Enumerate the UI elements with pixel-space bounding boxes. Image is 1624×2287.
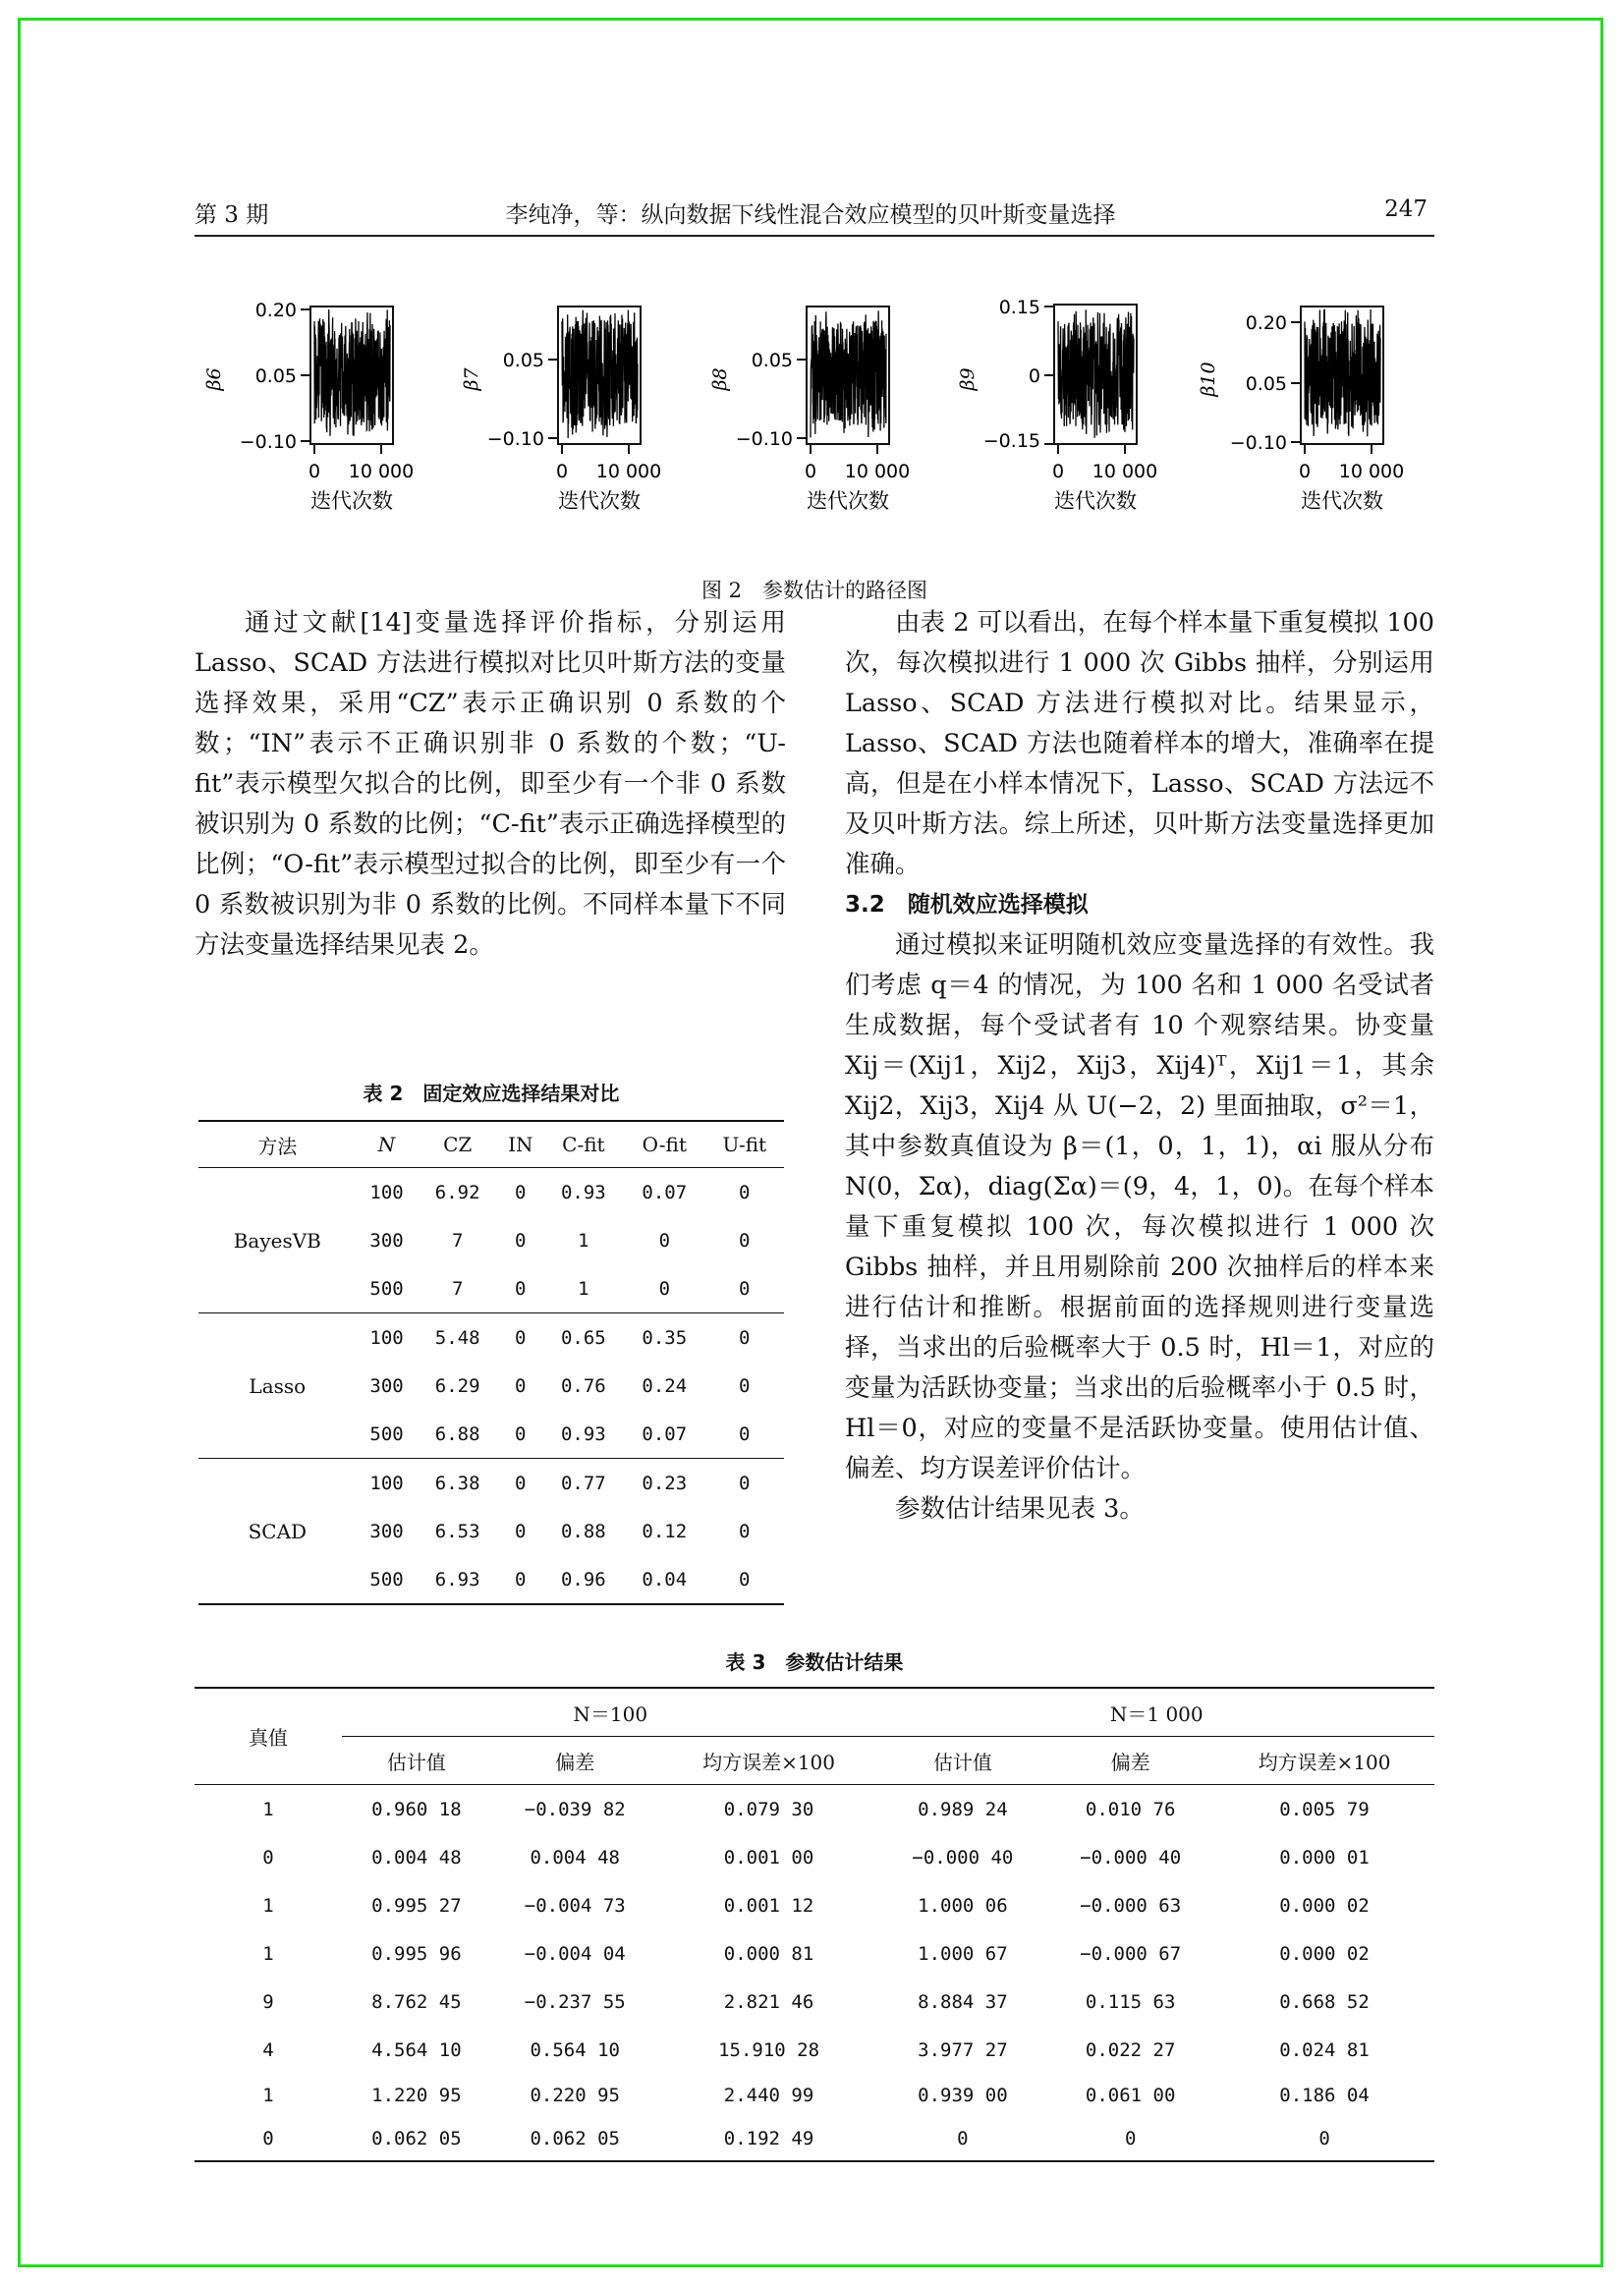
issue-number: 第 3 期 (195, 202, 269, 228)
table-caption: 表 3 参数估计结果 (725, 1650, 904, 1674)
x-axis-label: 迭代次数 (807, 489, 889, 513)
x-axis-label: 迭代次数 (558, 489, 641, 513)
table-cell: 0.000 02 (1279, 1894, 1370, 1917)
table-cell: 2.440 99 (723, 2085, 814, 2106)
table-cell: 0.115 63 (1085, 1990, 1176, 2013)
table-cell: 2.821 46 (723, 1990, 814, 2013)
table-row (195, 2117, 1434, 2161)
table-cell: 1 (543, 1264, 624, 1313)
table-cell: 0.001 00 (723, 1846, 814, 1869)
y-axis-label: β6 (203, 367, 225, 391)
trace-panel-beta10 (1198, 307, 1404, 513)
right-column (845, 603, 1434, 1530)
table-row (195, 2026, 1434, 2074)
table-cell: 0.668 52 (1279, 1990, 1370, 2013)
y-axis-label: β9 (957, 367, 979, 391)
table-cell: 0 (624, 1264, 704, 1313)
trace-line (1305, 309, 1380, 437)
trace-line (811, 310, 886, 437)
trace-line (1058, 309, 1134, 438)
table-cell: 500 (369, 1568, 404, 1590)
table-cell: 0.004 48 (371, 1846, 462, 1869)
table-cell: 6.92 (434, 1181, 480, 1203)
table-cell: 0.564 10 (530, 2038, 620, 2061)
paragraph: 通过文献[14]变量选择评价指标，分别运用 Lasso、SCAD 方法进行模拟对比贝叶斯方法的变量选择效果，采用“CZ”表示正确识别 0 系数的个数；“IN”表示不正确识别非 0 系数的个数；“U-fit”表示模型欠拟合的比例，即至少有一个非 0 系数被识别为 0 系数的比例；“C-fit”表示正确选择模型的比例；“O-fit”表示模型过拟合的比例，即至少有一个 0 系数被识别为非 0 系数的比例。不同样本量下不同方法变量选择结果见表 2。 (195, 608, 786, 960)
table-row (195, 1978, 1434, 2026)
table-cell: 0 (515, 1326, 527, 1349)
table-cell: 1 (262, 1942, 274, 1965)
table-cell: 0.07 (642, 1181, 688, 1203)
method-cell: BayesVB (198, 1168, 357, 1313)
table-cell: 6.29 (434, 1374, 480, 1397)
table-cell: 0 (515, 1520, 527, 1542)
table-cell: 0.93 (560, 1181, 606, 1203)
table-cell: 0 (739, 1568, 751, 1590)
table-cell: 6.93 (434, 1568, 480, 1590)
table-cell: 1.000 67 (918, 1942, 1008, 1965)
table-cell: −0.000 40 (912, 1846, 1014, 1869)
column-header: N (357, 1121, 418, 1168)
column-header: CZ (417, 1121, 497, 1168)
table-cell: 0 (498, 1410, 543, 1459)
table-cell: 0 (739, 1181, 751, 1203)
running-title: 李纯净，等：纵向数据下线性混合效应模型的贝叶斯变量选择 (505, 202, 1116, 228)
column-header: 偏差 (1046, 1737, 1214, 1785)
table-cell: −0.004 73 (524, 1894, 626, 1917)
y-axis-label: β8 (709, 367, 731, 391)
column-header: 真值 (195, 1688, 342, 1785)
table-row (195, 2074, 1434, 2117)
table-cell: 0.939 00 (918, 2085, 1008, 2106)
x-tick-label: 10 000 (1092, 461, 1158, 482)
table-cell: −0.000 40 (1080, 1846, 1182, 1869)
table-cell: 100 (369, 1326, 404, 1349)
table-cell: 0 (705, 1264, 784, 1313)
table-cell: 0.192 49 (723, 2128, 814, 2149)
section-heading: 3.2 随机效应选择模拟 (845, 892, 1089, 918)
trace-panel-beta7 (461, 307, 661, 513)
table-cell: 0 (739, 1229, 751, 1252)
table-cell: 0.35 (642, 1326, 688, 1349)
table-3 (195, 1646, 1434, 2162)
table-cell: 300 (369, 1229, 404, 1252)
page-number: 247 (1384, 196, 1428, 222)
table-row (195, 1881, 1434, 1929)
table-cell: 0.000 81 (723, 1942, 814, 1965)
table-cell: 1 (262, 1894, 274, 1917)
y-tick-label: −0.10 (735, 428, 793, 450)
table-row (195, 1929, 1434, 1978)
table-cell: 500 (357, 1410, 418, 1459)
group-header: N＝1 000 (878, 1688, 1434, 1737)
y-tick-label: 0.05 (751, 350, 793, 371)
table-cell: 0.062 05 (530, 2128, 620, 2149)
table-cell: 1.000 06 (918, 1894, 1008, 1917)
table-cell: 300 (369, 1520, 404, 1542)
figure-caption: 图 2 参数估计的路径图 (700, 579, 928, 602)
y-tick-label: 0.05 (1245, 373, 1287, 395)
table-cell: 0.07 (624, 1410, 704, 1459)
table-cell: 0 (739, 1374, 751, 1397)
table-row (195, 1785, 1434, 1834)
x-axis-label: 迭代次数 (1301, 489, 1383, 513)
table-cell: −0.000 63 (1080, 1894, 1182, 1917)
table-cell: 0 (262, 1846, 274, 1869)
table-cell: 0.23 (642, 1472, 688, 1494)
table-cell: 1 (578, 1229, 589, 1252)
table-cell: 0 (262, 2128, 274, 2149)
table-cell: 0.960 18 (371, 1798, 462, 1820)
table-cell: 0.77 (560, 1472, 606, 1494)
table-cell: 3.977 27 (918, 2038, 1008, 2061)
column-header: IN (498, 1121, 543, 1168)
column-header: 估计值 (878, 1737, 1046, 1785)
table-cell: 0.93 (543, 1410, 624, 1459)
trace-panel-beta6 (203, 300, 414, 513)
x-tick-label: 10 000 (348, 461, 415, 482)
x-tick-label: 10 000 (595, 461, 662, 482)
table-cell: 500 (357, 1264, 418, 1313)
table-cell: 5.48 (434, 1326, 480, 1349)
table-cell: 0.062 05 (371, 2128, 462, 2149)
column-header: 均方误差×100 (659, 1737, 879, 1785)
y-axis-label: β10 (1198, 362, 1219, 397)
table-cell: 8.762 45 (371, 1990, 462, 2013)
table-cell: 0.989 24 (918, 1798, 1008, 1820)
table-cell: 0.220 95 (530, 2085, 620, 2106)
column-header: O-fit (624, 1121, 704, 1168)
table-cell: 0.995 27 (371, 1894, 462, 1917)
column-header: 偏差 (491, 1737, 659, 1785)
table-cell: 0.24 (642, 1374, 688, 1397)
table-cell: 0 (739, 1472, 751, 1494)
method-cell: SCAD (248, 1519, 308, 1543)
header-rule (195, 235, 1434, 237)
table-cell: 0.004 48 (530, 1846, 620, 1869)
table-cell: 100 (369, 1472, 404, 1494)
table-cell: 1.220 95 (371, 2085, 462, 2106)
table-cell: 0.65 (560, 1326, 606, 1349)
x-tick-label: 0 (804, 461, 817, 482)
table-cell: 8.884 37 (918, 1990, 1008, 2013)
group-header: N＝100 (342, 1688, 878, 1737)
column-header: C-fit (543, 1121, 624, 1168)
table-cell: 15.910 28 (718, 2038, 820, 2061)
y-tick-label: −0.15 (982, 430, 1040, 452)
y-tick-label: 0 (1028, 365, 1040, 387)
table-cell: 0.76 (560, 1374, 606, 1397)
table-cell: 0.96 (560, 1568, 606, 1590)
table-cell: 1 (262, 2085, 274, 2106)
table-cell: −0.039 82 (524, 1798, 626, 1820)
x-tick-label: 0 (555, 461, 569, 482)
table-cell: 0 (515, 1472, 527, 1494)
table-cell: 0.001 12 (723, 1894, 814, 1917)
table-caption: 表 2 固定效应选择结果对比 (363, 1082, 620, 1105)
table-cell: 0 (515, 1229, 527, 1252)
table-cell: 7 (417, 1264, 497, 1313)
table-cell: 0 (515, 1181, 527, 1203)
table-cell: 0 (1318, 2128, 1330, 2149)
table-cell: 6.38 (434, 1472, 480, 1494)
trace-panel-beta8 (709, 307, 910, 513)
left-column (195, 603, 786, 966)
table-row (198, 1459, 784, 1508)
x-tick-label: 0 (1298, 461, 1312, 482)
table-2 (198, 1078, 784, 1605)
y-tick-label: 0.05 (502, 350, 544, 371)
table-cell: 6.88 (417, 1410, 497, 1459)
table-cell: 0.995 96 (371, 1942, 462, 1965)
column-header: 方法 (198, 1121, 357, 1168)
table-cell: −0.237 55 (524, 1990, 626, 2013)
table-cell: 4 (262, 2038, 274, 2061)
y-tick-label: 0.05 (254, 365, 297, 387)
paragraph: 通过模拟来证明随机效应变量选择的有效性。我们考虑 q＝4 的情况，为 100 名和 1 000 名受试者生成数据，每个受试者有 10 个观察结果。协变量 Xij＝(Xij1，Xij2，Xij3，Xij4)ᵀ，Xij1＝1，其余 Xij2，Xij3，Xij4 从 U(−2，2) 里面抽取，σ²＝1，其中参数真值设为 β＝(1，0，1，1)，αi 服从分布 N(0，Σα)，diag(Σα)＝(9，4，1，0)。在每个样本量下重复模拟 100 次，每次模拟进行 1 000 次 Gibbs 抽样，并且用剔除前 200 次抽样后的样本来进行估计和推断。根据前面的选择规则进行变量选择，当求出的后验概率大于 0.5 时，Hl＝1，对应的变量为活跃协变量；当求出的后验概率小于 0.5 时，Hl＝0，对应的变量不是活跃协变量。使用估计值、偏差、均方误差评价估计。 (845, 930, 1434, 1483)
x-axis-label: 迭代次数 (1054, 489, 1137, 513)
table-row (198, 1168, 784, 1217)
table-cell: 0.061 00 (1085, 2085, 1176, 2106)
table-cell: 0.000 01 (1279, 1846, 1370, 1869)
y-tick-label: 0.20 (1245, 312, 1287, 334)
y-tick-label: 0.20 (254, 300, 297, 321)
table-cell: 0.000 02 (1279, 1942, 1370, 1965)
table-cell: 0.12 (642, 1520, 688, 1542)
table-cell: 0 (658, 1229, 671, 1252)
trace-plot-figure (195, 285, 1434, 550)
column-header: 估计值 (342, 1737, 491, 1785)
table-cell: 0 (515, 1374, 527, 1397)
x-tick-label: 0 (308, 461, 321, 482)
table-cell: 0.04 (642, 1568, 688, 1590)
column-header: 均方误差×100 (1214, 1737, 1434, 1785)
table-cell: −0.000 67 (1080, 1942, 1182, 1965)
table-cell: −0.004 04 (524, 1942, 626, 1965)
y-tick-label: −0.10 (239, 431, 297, 453)
table-cell: 0 (498, 1264, 543, 1313)
paragraph: 由表 2 可以看出，在每个样本量下重复模拟 100 次，每次模拟进行 1 000 次 Gibbs 抽样，分别运用 Lasso、SCAD 方法进行模拟对比。结果显示，Lasso、SCAD 方法也随着样本的增大，准确率在提高，但是在小样本情况下，Lasso、SCAD 方法远不及贝叶斯方法。综上所述，贝叶斯方法变量选择更加准确。 (845, 608, 1434, 879)
table-cell: 100 (369, 1181, 404, 1203)
table-cell: 0.022 27 (1085, 2038, 1176, 2061)
table-cell: 0 (705, 1410, 784, 1459)
table-cell: 4.564 10 (371, 2038, 462, 2061)
x-tick-label: 0 (1051, 461, 1065, 482)
table-cell: 9 (262, 1990, 274, 2013)
y-tick-label: −0.10 (1229, 432, 1287, 454)
table-row (198, 1313, 784, 1363)
x-tick-label: 10 000 (1338, 461, 1405, 482)
table-cell: 0 (739, 1520, 751, 1542)
y-tick-label: 0.15 (998, 297, 1040, 318)
column-header: U-fit (705, 1121, 784, 1168)
paragraph: 参数估计结果见表 3。 (895, 1494, 1145, 1524)
table-cell: 0.024 81 (1279, 2038, 1370, 2061)
x-tick-label: 10 000 (844, 461, 911, 482)
table-cell: 0.88 (560, 1520, 606, 1542)
y-tick-label: −0.10 (486, 428, 544, 450)
table-cell: 6.53 (434, 1520, 480, 1542)
table-cell: 0 (957, 2128, 969, 2149)
table-cell: 0.079 30 (723, 1798, 814, 1820)
table-cell: 0 (515, 1568, 527, 1590)
table-cell: 0.005 79 (1279, 1798, 1370, 1820)
table-cell: 0.186 04 (1279, 2085, 1370, 2106)
table-row (195, 1833, 1434, 1881)
trace-line (314, 309, 390, 436)
y-axis-label: β7 (461, 367, 482, 391)
table-cell: 1 (262, 1798, 274, 1820)
x-axis-label: 迭代次数 (310, 489, 393, 513)
trace-line (562, 310, 638, 438)
method-cell: Lasso (198, 1313, 357, 1459)
table-cell: 7 (451, 1229, 464, 1252)
table-cell: 0 (1124, 2128, 1137, 2149)
table-cell: 300 (369, 1374, 404, 1397)
trace-panel-beta9 (957, 297, 1157, 513)
table-cell: 0 (739, 1326, 751, 1349)
table-cell: 0.010 76 (1085, 1798, 1176, 1820)
